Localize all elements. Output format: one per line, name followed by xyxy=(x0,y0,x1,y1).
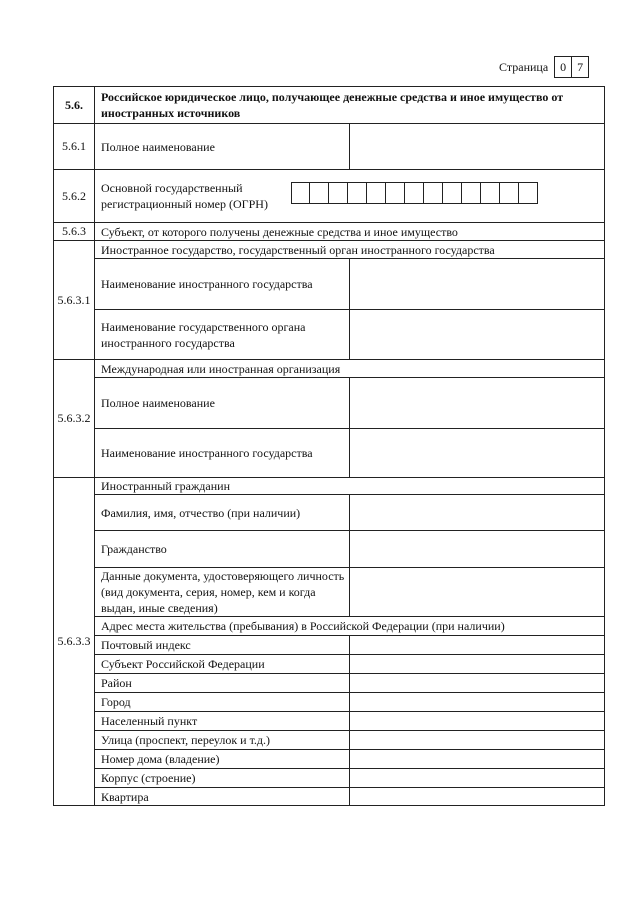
address-label: Почтовый индекс xyxy=(101,638,191,652)
field-label: Наименование иностранного государства xyxy=(101,277,313,291)
field-label: Наименование государственного органа иностранного государства xyxy=(101,319,306,350)
row-number: 5.6.3.1 xyxy=(57,292,91,307)
page-label: Страница xyxy=(499,59,549,74)
street-input[interactable] xyxy=(350,731,604,749)
row-5-6-3 xyxy=(53,222,605,241)
row-5-6-3-2 xyxy=(53,359,605,478)
form-table xyxy=(53,86,605,806)
address-label: Квартира xyxy=(101,789,149,804)
field-label: Данные документа, удостоверяющего личность (вид документа, серия, номер, кем и когда выдан, иные сведения) xyxy=(101,569,345,615)
section-title: Российское юридическое лицо, получающее денежные средства и иное имущество от иностранных источников xyxy=(101,90,564,120)
address-label: Улица (проспект, переулок и т.д.) xyxy=(101,733,271,747)
field-label: Наименование иностранного государства xyxy=(101,446,313,460)
citizenship-input[interactable] xyxy=(350,531,604,567)
section-header-row xyxy=(53,86,605,124)
org-full-name-input[interactable] xyxy=(350,378,604,428)
subsection-header: Международная или иностранная организация xyxy=(101,361,341,376)
field-label: Гражданство xyxy=(101,542,167,556)
id-document-input[interactable] xyxy=(350,568,604,616)
row-5-6-3-1 xyxy=(53,240,605,360)
settlement-input[interactable] xyxy=(350,712,604,730)
field-label: Субъект, от которого получены денежные средства и иное имущество xyxy=(101,224,458,239)
section-number: 5.6. xyxy=(65,97,83,112)
person-name-input[interactable] xyxy=(350,495,604,530)
field-label: Полное наименование xyxy=(101,139,215,154)
row-5-6-2 xyxy=(53,169,605,223)
row-number: 5.6.1 xyxy=(62,139,86,153)
row-number: 5.6.2 xyxy=(62,188,86,203)
org-state-name-input[interactable] xyxy=(350,429,604,477)
row-5-6-3-3 xyxy=(53,477,605,806)
full-name-input[interactable] xyxy=(350,124,604,169)
page-number xyxy=(499,56,589,78)
page-digit: 7 xyxy=(572,56,589,78)
row-number: 5.6.3.2 xyxy=(57,411,91,425)
foreign-state-name-input[interactable] xyxy=(350,259,604,309)
postal-code-input[interactable] xyxy=(350,636,604,654)
row-number: 5.6.3 xyxy=(62,224,86,238)
row-number: 5.6.3.3 xyxy=(57,634,91,648)
address-label: Район xyxy=(101,676,132,690)
ogrn-input[interactable] xyxy=(291,182,538,204)
city-input[interactable] xyxy=(350,693,604,711)
field-label: Основной государственный регистрационный номер (ОГРН) xyxy=(101,181,268,211)
subsection-header: Иностранный гражданин xyxy=(101,479,230,493)
address-label: Город xyxy=(101,695,131,709)
house-number-input[interactable] xyxy=(350,750,604,768)
foreign-state-body-input[interactable] xyxy=(350,310,604,359)
building-input[interactable] xyxy=(350,769,604,787)
address-label: Корпус (строение) xyxy=(101,771,196,785)
district-input[interactable] xyxy=(350,674,604,692)
page-digit: 0 xyxy=(554,56,572,78)
subsection-header: Иностранное государство, государственный орган иностранного государства xyxy=(101,242,495,257)
address-header: Адрес места жительства (пребывания) в Российской Федерации (при наличии) xyxy=(101,619,505,633)
address-label: Номер дома (владение) xyxy=(101,752,220,766)
apartment-input[interactable] xyxy=(350,788,604,805)
field-label: Фамилия, имя, отчество (при наличии) xyxy=(101,505,301,520)
region-input[interactable] xyxy=(350,655,604,673)
address-label: Субъект Российской Федерации xyxy=(101,657,265,671)
field-label: Полное наименование xyxy=(101,396,215,410)
address-label: Населенный пункт xyxy=(101,714,198,728)
row-5-6-1 xyxy=(53,123,605,170)
